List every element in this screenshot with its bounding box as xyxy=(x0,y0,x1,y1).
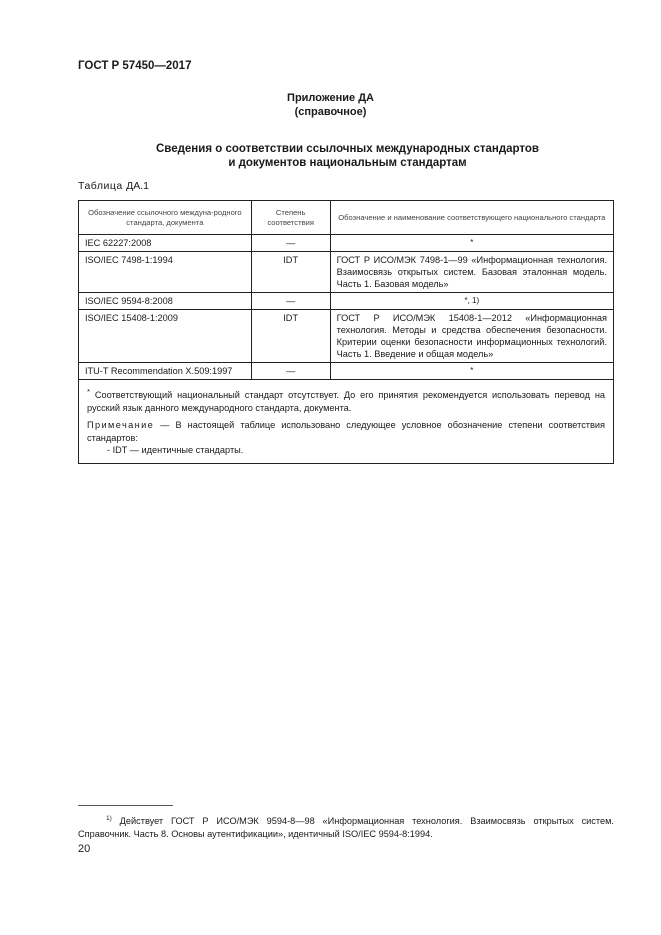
cell-degree: — xyxy=(251,293,330,310)
footnote-separator xyxy=(78,805,173,806)
cell-national: ГОСТ Р ИСО/МЭК 7498-1—99 «Информационная технология. Взаимосвязь открытых систем. Базовая эталонная модель. Часть 1. Базовая модель» xyxy=(330,252,613,293)
table-row xyxy=(79,293,614,310)
table-note xyxy=(87,419,605,444)
table-caption xyxy=(78,180,149,192)
section-title-line-2: и документов национальным стандартам xyxy=(228,157,467,169)
section-title xyxy=(150,142,545,170)
cell-degree: IDT xyxy=(251,310,330,363)
note-item: - IDT — идентичные стандарты. xyxy=(107,445,244,456)
table-row xyxy=(79,310,614,363)
cell-national: * xyxy=(330,363,613,380)
table-footnotes-row xyxy=(79,380,614,464)
correspondence-table xyxy=(78,200,614,464)
cell-ref: ISO/IEC 15408-1:2009 xyxy=(79,310,252,363)
page-footnote xyxy=(78,812,614,841)
document-code: ГОСТ Р 57450—2017 xyxy=(78,60,192,72)
header-ref: Обозначение ссылочного междуна-родного стандарта, документа xyxy=(79,201,252,235)
annex-title: Приложение ДА xyxy=(287,92,374,104)
note-label: Примечание xyxy=(87,420,155,431)
cell-degree: — xyxy=(251,235,330,252)
footnote-star-text: Соответствующий национальный стандарт отсутствует. До его принятия рекомендуется использовать перевод на русский язык данного международного стандарта, документа. xyxy=(87,390,605,413)
table-row xyxy=(79,235,614,252)
table-row xyxy=(79,363,614,380)
star-marker: * xyxy=(87,387,90,396)
page-footnote-text: Действует ГОСТ Р ИСО/МЭК 9594-8—98 «Информационная технология. Взаимосвязь открытых систем. Справочник. Часть 8. Основы аутентификации», идентичный ISO/IEC 9594-8:1994. xyxy=(78,816,614,840)
cell-national: *, 1) xyxy=(330,293,613,310)
cell-degree: — xyxy=(251,363,330,380)
cell-ref: ISO/IEC 9594-8:2008 xyxy=(79,293,252,310)
page-number: 20 xyxy=(78,843,91,855)
table-header-row xyxy=(79,201,614,235)
section-title-line-1: Сведения о соответствии ссылочных международных стандартов xyxy=(155,143,539,155)
table-caption-label: Таблица xyxy=(78,180,123,192)
cell-ref: IEC 62227:2008 xyxy=(79,235,252,252)
cell-degree: IDT xyxy=(251,252,330,293)
cell-ref: ITU-T Recommendation X.509:1997 xyxy=(79,363,252,380)
table-caption-number: ДА.1 xyxy=(126,180,149,192)
header-national: Обозначение и наименование соответствующего национального стандарта xyxy=(330,201,613,235)
cell-national: ГОСТ Р ИСО/МЭК 15408-1—2012 «Информационная технология. Методы и средства обеспечения безопасности. Критерии оценки безопасности информационных технологий. Часть 1. Введение и общая модель» xyxy=(330,310,613,363)
header-degree: Степень соответствия xyxy=(251,201,330,235)
annex-subtitle: (справочное) xyxy=(294,106,367,118)
cell-ref: ISO/IEC 7498-1:1994 xyxy=(79,252,252,293)
page-footnote-marker: 1) xyxy=(106,815,112,822)
cell-national: * xyxy=(330,235,613,252)
table-footnotes xyxy=(79,380,614,464)
note-text: — В настоящей таблице использовано следующее условное обозначение степени соответствия стандартов: xyxy=(87,420,605,443)
table-row xyxy=(79,252,614,293)
footnote-star xyxy=(87,386,605,414)
